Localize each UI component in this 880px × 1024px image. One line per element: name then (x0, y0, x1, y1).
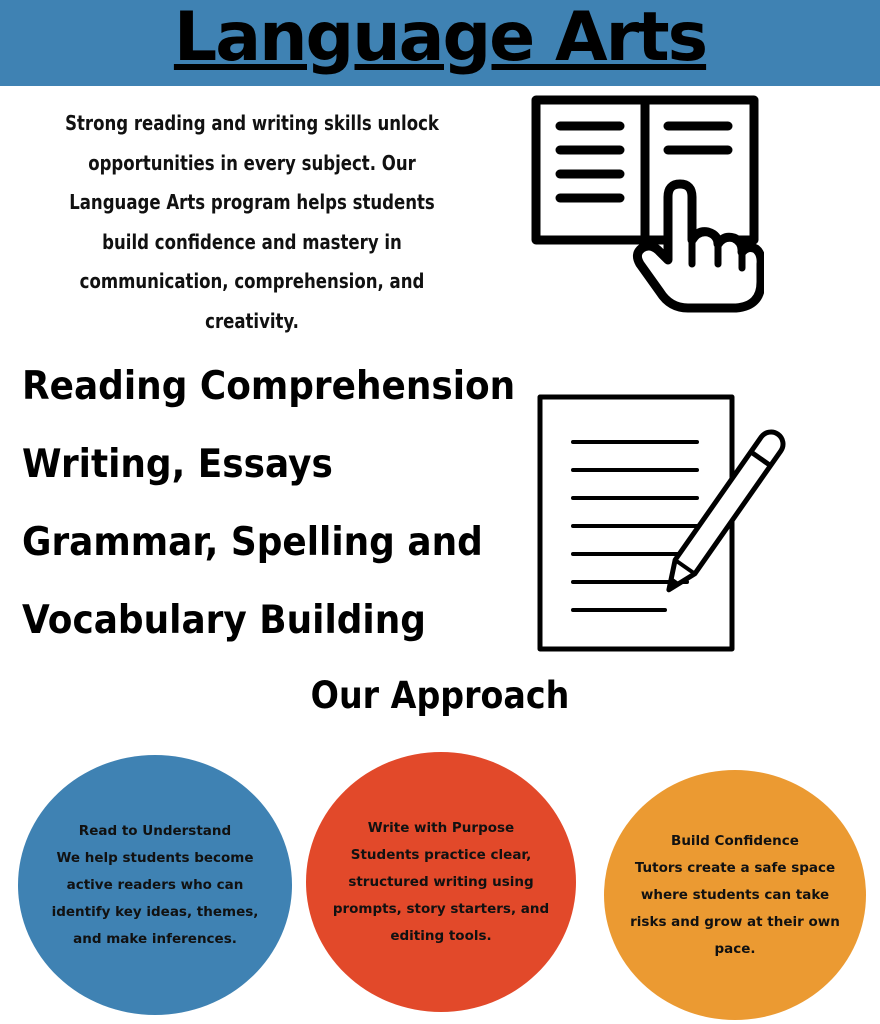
card-title: Read to Understand (78, 822, 232, 839)
approach-card-read (18, 755, 292, 1015)
card-line: and make inferences. (73, 930, 237, 947)
topic-item: Grammar, Spelling and (22, 520, 483, 565)
card-line: active readers who can (66, 876, 244, 893)
intro-line: Strong reading and writing skills unlock (65, 111, 439, 135)
intro-line: communication, comprehension, and (79, 269, 425, 293)
intro-line: opportunities in every subject. Our (88, 150, 416, 175)
approach-heading: Our Approach (310, 674, 570, 717)
page-title: Language Arts (173, 0, 707, 77)
card-line: We help students become (56, 849, 254, 866)
card-line: identify key ideas, themes, (51, 903, 259, 920)
open-book-with-pointing-hand-icon (528, 92, 764, 314)
intro-paragraph (40, 104, 463, 341)
document-with-pencil-icon (535, 392, 805, 654)
card-line: Students practice clear, (350, 846, 532, 863)
intro-line: creativity. (205, 308, 299, 333)
approach-card-confidence (604, 770, 866, 1020)
card-line: editing tools. (390, 927, 492, 944)
topics-list (22, 348, 519, 660)
card-line: where students can take (640, 886, 830, 903)
card-line: pace. (714, 940, 756, 957)
intro-line: Language Arts program helps students (69, 190, 435, 214)
card-title: Build Confidence (671, 832, 799, 849)
topic-item: Reading Comprehension (22, 364, 516, 409)
card-line: Tutors create a safe space (634, 859, 836, 876)
card-line: risks and grow at their own (630, 913, 840, 930)
topic-item: Vocabulary Building (22, 598, 426, 643)
card-title: Write with Purpose (367, 819, 515, 836)
topic-item: Writing, Essays (22, 442, 333, 487)
card-line: structured writing using (348, 873, 534, 890)
card-line: prompts, story starters, and (332, 900, 550, 917)
approach-card-write (306, 752, 576, 1012)
intro-line: build confidence and mastery in (102, 229, 402, 254)
